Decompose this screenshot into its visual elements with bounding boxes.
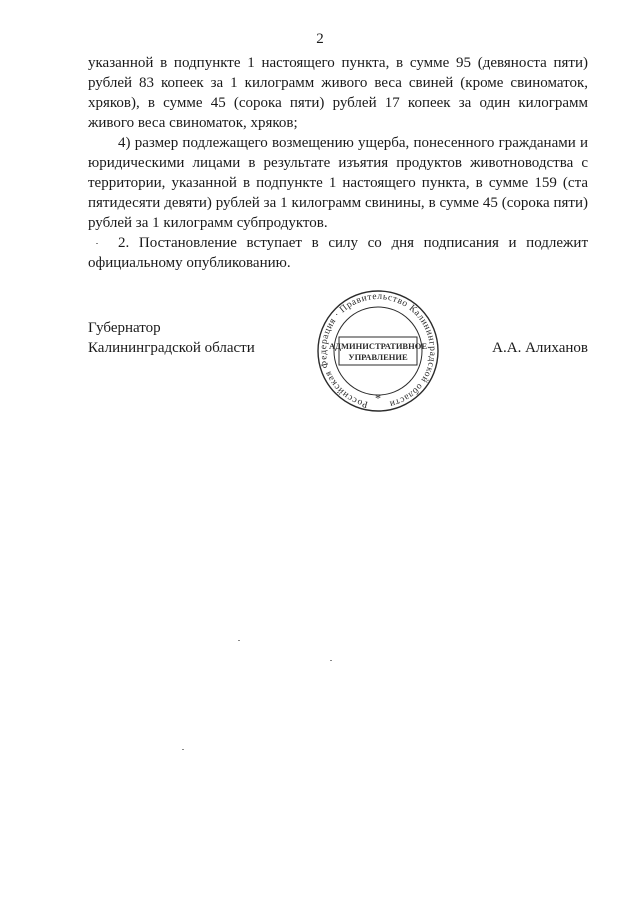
signature-name: А.А. Алиханов (492, 340, 588, 356)
scan-speck (182, 749, 184, 750)
paragraph-item-4: 4) размер подлежащего возмещению ущерба, понесенного гражданами и юридическими лицами в результате изъятия продуктов животноводства с территории, указанной в подпункте 1 настоящего пункта, в сумме 159 (ста пятидесяти девяти) рублей за 1 килограмм свинины, в сумме 45 (сорока пяти) рублей за 1 килограмм субпродуктов. (88, 135, 588, 231)
seal-center-line2: УПРАВЛЕНИЕ (348, 352, 408, 362)
page-number: 2 (316, 31, 324, 47)
scan-speck (238, 640, 240, 641)
seal-star: * (375, 391, 381, 405)
seal-center-line1: АДМИНИСТРАТИВНОЕ (329, 341, 427, 351)
paragraph-continuation: указанной в подпункте 1 настоящего пункта, в сумме 95 (девяноста пяти) рублей 83 копеек за 1 килограмм живого веса свиней (кроме свиноматок, хряков), в сумме 45 (сорока пяти) рублей 17 копеек за один килограмм живого веса свиноматок, хряков; (88, 55, 588, 131)
paragraph-clause-2: 2. Постановление вступает в силу со дня подписания и подлежит официальному опубликованию. (88, 235, 588, 271)
seal-outer-text: Российская Федерация · Правительство Калининградской области (319, 291, 438, 409)
signature-title (88, 318, 255, 358)
scan-speck (330, 660, 332, 661)
scan-speck (96, 243, 98, 244)
signature-title-line2: Калининградской области (88, 340, 255, 356)
signature-title-line1: Губернатор (88, 320, 161, 336)
official-seal (313, 287, 443, 412)
document-body (88, 53, 588, 273)
